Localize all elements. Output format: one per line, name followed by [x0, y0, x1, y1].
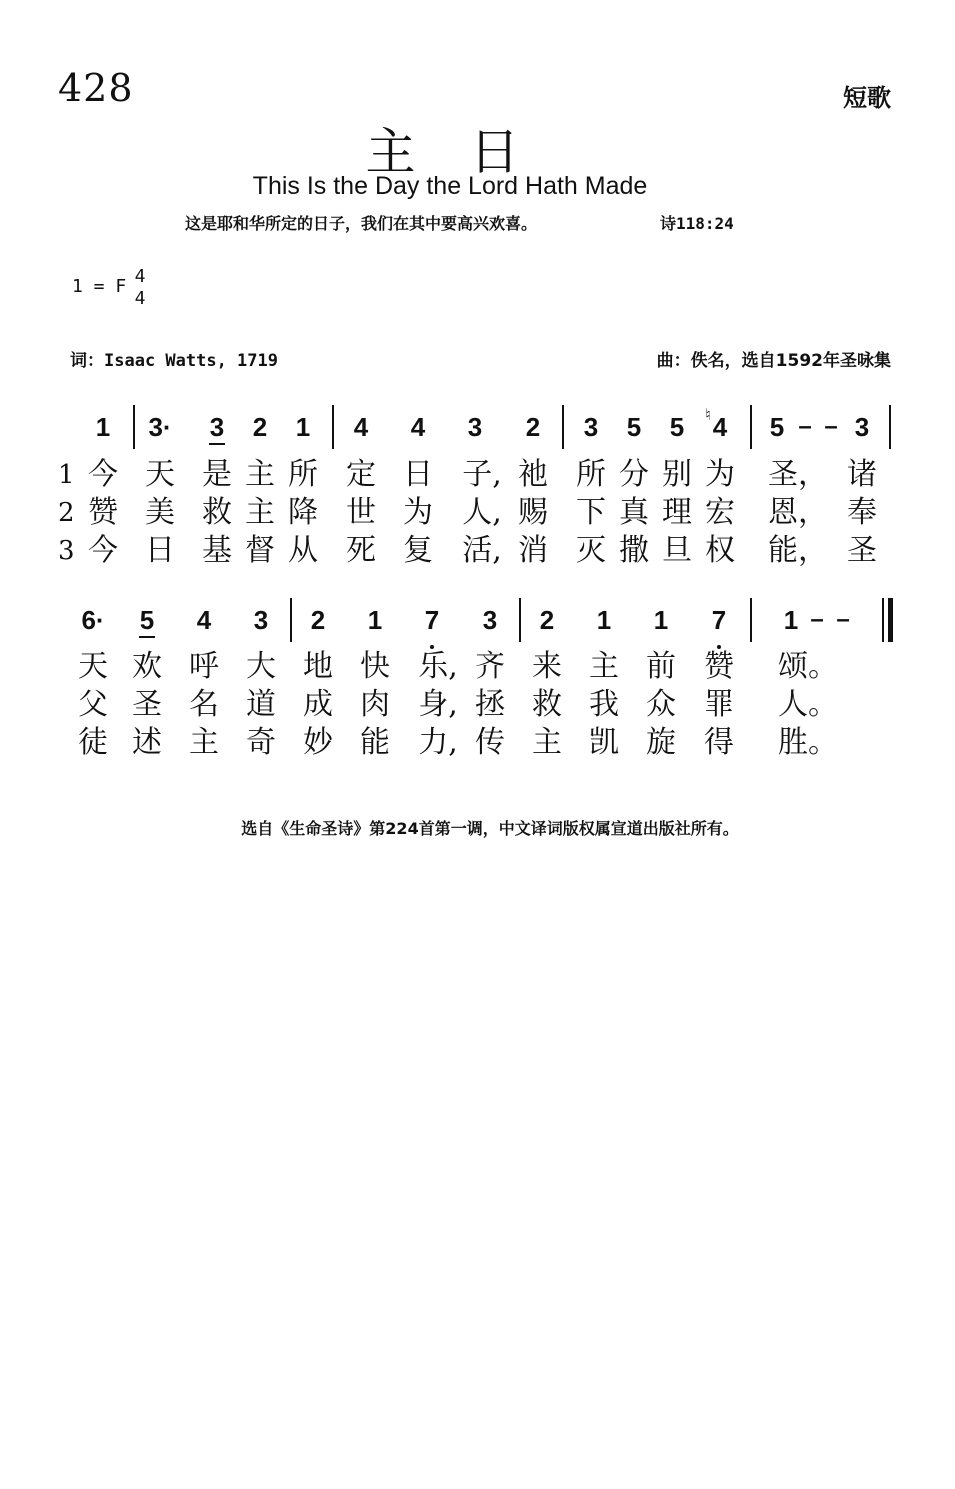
lyric: 圣， [768, 457, 828, 492]
lyric: 名 [189, 687, 219, 722]
key-signature: 1 = F [72, 276, 127, 297]
lyric: 旦 [662, 533, 692, 568]
lyric: 拯 [475, 687, 505, 722]
dash-extension: – [810, 606, 824, 633]
note: 5 [626, 412, 642, 442]
note: 1 [653, 605, 669, 635]
lyric: 日 [403, 457, 433, 492]
scripture-reference: 诗118:24 [660, 214, 734, 233]
lyric: 日 [145, 533, 175, 568]
lyric: 别 [662, 457, 692, 492]
lyric: 述 [132, 725, 162, 760]
lyric: 恩， [768, 495, 828, 530]
note: 4 [410, 412, 426, 442]
lyric: 人。 [778, 687, 838, 722]
barline [519, 598, 521, 642]
lyric: 为 [705, 457, 735, 492]
lyric: 撒 [619, 533, 649, 568]
lyric: 宏 [705, 495, 735, 530]
lyric: 欢 [132, 649, 162, 684]
lyric: 子, [462, 457, 502, 492]
note: 1 [95, 412, 111, 442]
lyric: 圣 [847, 533, 877, 568]
note [132, 607, 162, 633]
title-english: This Is the Day the Lord Hath Made [252, 172, 648, 200]
lyric: 颂。 [778, 649, 838, 684]
barline [750, 598, 752, 642]
note: 1 [367, 605, 383, 635]
final-barline-thin [882, 598, 884, 642]
barline [332, 405, 334, 449]
lyric: 主 [532, 725, 562, 760]
note: 3 [583, 412, 599, 442]
lyric: 真 [619, 495, 649, 530]
lyric: 人, [462, 495, 502, 530]
lyric: 是 [202, 457, 232, 492]
lyric: 罪 [704, 687, 734, 722]
lyric: 奇 [246, 725, 276, 760]
lyric: 能， [768, 533, 828, 568]
lyric: 父 [78, 687, 108, 722]
lyric: 从 [288, 533, 318, 568]
underline [209, 443, 225, 445]
note: 3 [253, 605, 269, 635]
scripture-text: 这是耶和华所定的日子，我们在其中要高兴欢喜。 [185, 214, 538, 233]
verse-number: 3 [58, 536, 75, 566]
lyric: 活, [462, 533, 502, 568]
dash-extension: – [824, 413, 838, 440]
barline [889, 405, 891, 449]
time-signature-bottom: 4 [134, 288, 146, 309]
lyric: 为 [403, 495, 433, 530]
category-label: 短歌 [843, 83, 891, 112]
lyric: 权 [705, 533, 735, 568]
lyric: 我 [589, 687, 619, 722]
lyric: 齐 [475, 649, 505, 684]
lyric: 分 [619, 457, 649, 492]
note: 2 [539, 605, 555, 635]
note: 3· [148, 412, 172, 442]
lyric: 奉 [847, 495, 877, 530]
underline [139, 636, 155, 638]
lyric: 徒 [78, 725, 108, 760]
lyric: 成 [303, 687, 333, 722]
lyric: 美 [145, 495, 175, 530]
note: 3 [482, 605, 498, 635]
lyric: 所 [576, 457, 606, 492]
lyric: 所 [288, 457, 318, 492]
dash-extension: – [836, 606, 850, 633]
lyric: 呼 [189, 649, 219, 684]
lyric: 赞 [704, 649, 734, 684]
natural-sign: ♮ [705, 405, 711, 424]
words-credit: 词：Isaac Watts, 1719 [70, 351, 278, 371]
lyric: 赐 [518, 495, 548, 530]
lyric: 得 [704, 725, 734, 760]
time-signature-top: 4 [134, 266, 146, 287]
lyric: 力, [418, 725, 458, 760]
note [704, 607, 734, 633]
lyric: 今 [88, 533, 118, 568]
note-digit: 7 [424, 605, 440, 635]
lyric: 快 [360, 649, 390, 684]
lyric: 死 [346, 533, 376, 568]
note: 1 [783, 605, 799, 635]
note: 1 [295, 412, 311, 442]
lyric: 能 [360, 725, 390, 760]
lyric: 地 [303, 649, 333, 684]
lyric: 圣 [132, 687, 162, 722]
lyric: 旋 [646, 725, 676, 760]
lyric: 世 [346, 495, 376, 530]
lyric: 天 [145, 457, 175, 492]
note: 3 [854, 412, 870, 442]
note: 4 [196, 605, 212, 635]
hymn-number: 428 [58, 66, 134, 110]
lyric: 主 [245, 495, 275, 530]
note: 3 [467, 412, 483, 442]
title-chinese: 主日 [365, 123, 574, 181]
note [417, 607, 447, 633]
lyric: 主 [189, 725, 219, 760]
barline [290, 598, 292, 642]
note-digit: 3 [209, 412, 225, 442]
note [705, 405, 735, 442]
lyric: 传 [475, 725, 505, 760]
verse-number: 1 [58, 460, 75, 490]
note: 6· [81, 605, 105, 635]
time-signature [132, 266, 148, 310]
lyric: 身, [418, 687, 458, 722]
lyric: 主 [589, 649, 619, 684]
lyric: 乐, [418, 649, 458, 684]
note [202, 414, 232, 440]
tune-credit: 曲：佚名，选自1592年圣咏集 [656, 351, 891, 371]
lyric: 复 [403, 533, 433, 568]
lyric: 今 [88, 457, 118, 492]
lyric: 道 [246, 687, 276, 722]
copyright-notice: 选自《生命圣诗》第224首第一调，中文译词版权属宣道出版社所有。 [241, 819, 739, 838]
lyric: 降 [288, 495, 318, 530]
lyric: 大 [246, 649, 276, 684]
lyric: 下 [576, 495, 606, 530]
lyric: 天 [78, 649, 108, 684]
lyric: 前 [646, 649, 676, 684]
note-digit: 4 [712, 412, 728, 442]
lyric: 凯 [589, 725, 619, 760]
lyric: 基 [202, 533, 232, 568]
lyric: 督 [245, 533, 275, 568]
barline [750, 405, 752, 449]
final-barline-thick [888, 598, 893, 642]
lyric: 妙 [303, 725, 333, 760]
lyric: 救 [202, 495, 232, 530]
note: 2 [525, 412, 541, 442]
lyric: 定 [346, 457, 376, 492]
lyric: 来 [532, 649, 562, 684]
barline [562, 405, 564, 449]
lyric: 众 [646, 687, 676, 722]
lyric: 肉 [360, 687, 390, 722]
lyric: 理 [662, 495, 692, 530]
lyric: 赞 [88, 495, 118, 530]
barline [133, 405, 135, 449]
note: 4 [353, 412, 369, 442]
lyric: 救 [532, 687, 562, 722]
dash-extension: – [798, 413, 812, 440]
lyric: 祂 [518, 457, 548, 492]
lyric: 消 [518, 533, 548, 568]
note: 2 [310, 605, 326, 635]
note: 5 [669, 412, 685, 442]
note: 1 [596, 605, 612, 635]
note: 5 [769, 412, 785, 442]
lyric: 胜。 [778, 725, 838, 760]
lyric: 主 [245, 457, 275, 492]
note: 2 [252, 412, 268, 442]
lyric: 诸 [847, 457, 877, 492]
note-digit: 5 [139, 605, 155, 635]
lyric: 灭 [576, 533, 606, 568]
verse-number: 2 [58, 498, 75, 528]
note-digit: 7 [711, 605, 727, 635]
